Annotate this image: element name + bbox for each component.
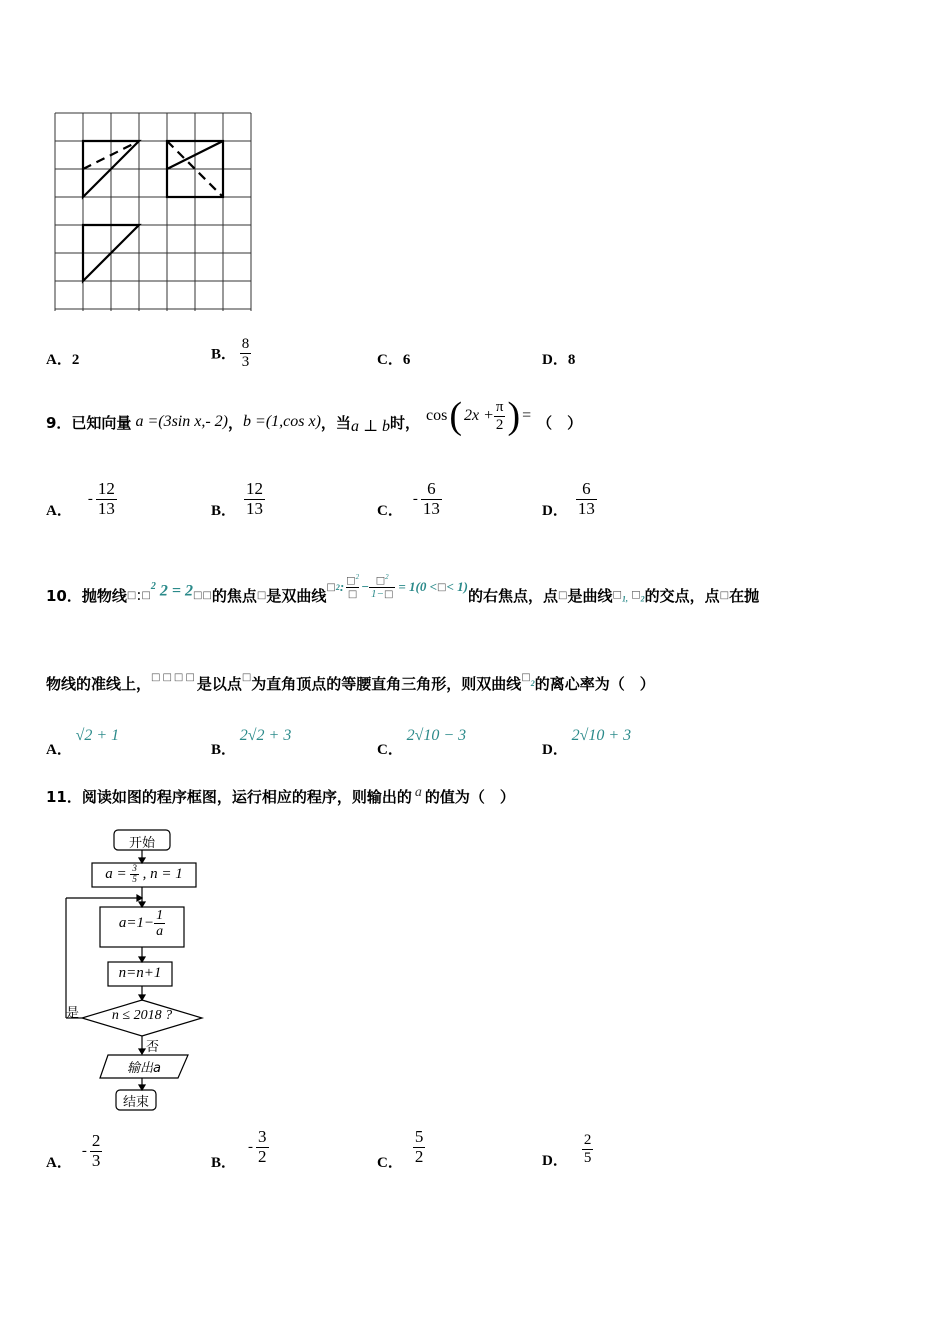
flowchart-start-label: 开始 [128, 836, 155, 851]
flowchart-yes-label: 是 [66, 1006, 80, 1021]
flowchart-step2-label: n=n+1 [118, 965, 162, 981]
fraction: $\frac{2}{5}$ [583, 1132, 592, 1166]
vector-b: b =(1,cos x) [243, 413, 321, 430]
fraction: $\frac{6}{13}$ [577, 479, 595, 518]
q11-option-d[interactable]: D． $\frac{2}{5}$ [542, 1132, 592, 1169]
fraction: $\frac{5}{2}$ [414, 1127, 424, 1166]
fraction: $\frac{2}{3}$ [91, 1131, 101, 1170]
q11-option-a[interactable]: A． - $\frac{2}{3}$ [46, 1131, 101, 1171]
q8-option-b[interactable]: B． $\frac{8}{3}$ [211, 336, 250, 370]
vector-a: a =(3sin x,- 2) [135, 413, 229, 430]
q11-option-c[interactable]: C． $\frac{5}{2}$ [377, 1127, 424, 1171]
q10-option-d[interactable]: D． 2√10 + 3 [542, 727, 632, 758]
q9-option-a[interactable]: A． - $\frac{12}{13}$ [46, 479, 115, 519]
hyperbola-equation: □ 2 : $\frac{□^2}{□}$ − $\frac{□^2}{1-□}$ = 1(0 < □ < 1) [326, 573, 468, 600]
q10-option-c[interactable]: C． 2√10 − 3 [377, 727, 467, 758]
fraction: $\frac{8}{3}$ [241, 336, 250, 370]
flowchart-output-label: 输出a [127, 1061, 161, 1076]
q8-option-c[interactable]: C．6 [377, 352, 411, 368]
flowchart-step1-label: a=1− $\frac{1}{a}$ [118, 908, 164, 940]
q10-stem-line2: 物线的准线上， □□□□ 是以点 □ 为直角顶点的等腰直角三角形，则双曲线 □ $_2$ 的离心率为（ ） [46, 671, 655, 693]
three-view-grid-figure [50, 108, 260, 318]
q9-option-c[interactable]: C． - $\frac{6}{13}$ [377, 479, 440, 519]
q10-option-a[interactable]: A． √2 + 1 [46, 727, 120, 758]
flowchart-init-label: a = $\frac{3}{5}$ , n = 1 [105, 863, 183, 884]
fraction: $\frac{3}{2}$ [258, 1127, 267, 1166]
q10-stem-line1: 10．抛物线 □ : □ $^2$ 2 = 2 □□ 的焦点 □ 是双曲线 □ 2 : $\frac{□^2}{□}$ − $\frac{□^2}{1-□}$ = 1(0 < □ < 1) 的右焦点，点 □ 是曲线 $□_{1,}$ $□_2$ 的交点，点 □ 在抛 [46, 573, 760, 605]
fraction: $\frac{6}{13}$ [422, 479, 440, 518]
flowchart-end-label: 结束 [122, 1095, 149, 1110]
q11-stem: 11．阅读如图的程序框图，运行相应的程序，则输出的 a 的值为（ ） [46, 785, 515, 806]
q9-stem: 9．已知向量 a =(3sin x,- 2) ， b =(1,cos x) ，当 a ⊥ b 时， cos ( 2x + $\frac{\pi}{2}$ ) = （ ） [46, 395, 583, 437]
flowchart-no-label: 否 [146, 1040, 160, 1055]
q10-option-b[interactable]: B． 2√2 + 3 [211, 727, 292, 758]
fraction: $\frac{12}{13}$ [97, 479, 115, 518]
flowchart-condition-label: n ≤ 2018 ? [111, 1008, 173, 1023]
q8-option-d[interactable]: D．8 [542, 352, 576, 368]
q11-option-b[interactable]: B． - $\frac{3}{2}$ [211, 1127, 267, 1171]
q8-option-a[interactable]: A．2 [46, 352, 80, 368]
cos-expression: cos ( 2x + $\frac{\pi}{2}$ ) = [426, 395, 532, 437]
q9-option-b[interactable]: B． $\frac{12}{13}$ [211, 479, 264, 519]
perp-condition: a ⊥ b [350, 418, 390, 435]
parabola-equation: $^2$ 2 = 2 [150, 581, 193, 600]
q9-option-d[interactable]: D． $\frac{6}{13}$ [542, 479, 595, 519]
fraction: $\frac{12}{13}$ [246, 479, 264, 518]
